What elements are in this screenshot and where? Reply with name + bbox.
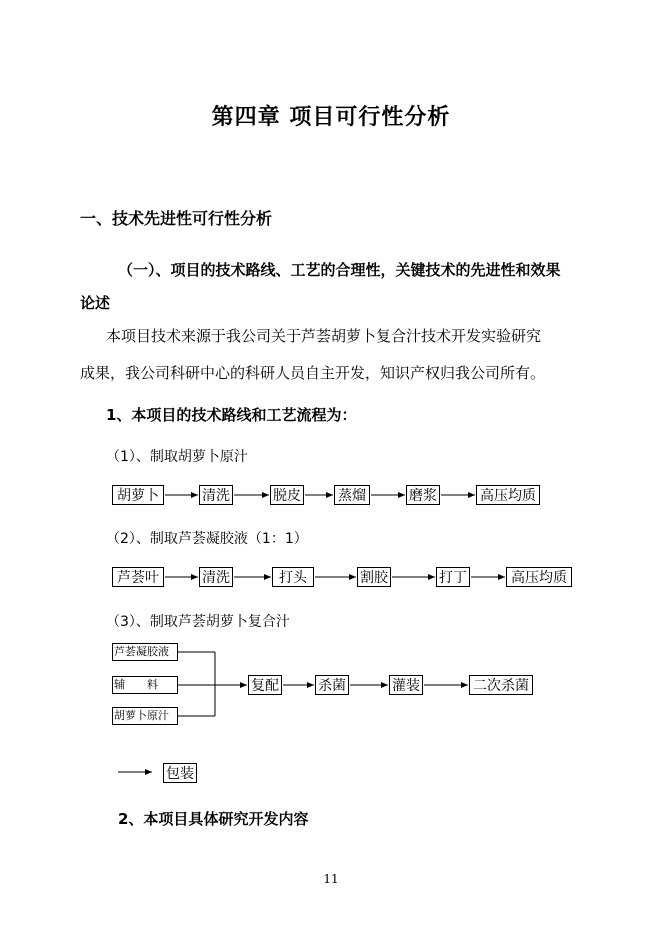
flow2-step-box: 打丁 [436,567,470,587]
flow1-step-box: 磨浆 [406,485,440,505]
flow1-step-box: 胡萝卜 [112,485,164,505]
flow1-step-box: 高压均质 [476,485,540,505]
flow2-step-box: 高压均质 [506,567,572,587]
flow2-step-box: 清洗 [199,567,233,587]
content-heading: 2、本项目具体研究开发内容 [118,810,309,828]
flow2-step-box: 割胶 [357,567,391,587]
route-heading: 1、本项目的技术路线和工艺流程为： [106,406,357,424]
flow2-step-box: 芦荟叶 [112,567,164,587]
chapter-title: 第四章 项目可行性分析 [211,104,451,130]
flow1-step-box: 清洗 [199,485,233,505]
flow1-step-box: 脱皮 [270,485,304,505]
section-heading: 一、技术先进性可行性分析 [80,209,273,228]
subsection-heading-line1: （一）、项目的技术路线、工艺的合理性，关键技术的先进性和效果 [118,261,561,279]
flow3-step-box: 杀菌 [315,675,349,695]
flow3-step-box: 复配 [248,675,282,695]
paragraph-line1: 本项目技术来源于我公司关于芦荟胡萝卜复合汁技术开发实验研究 [106,327,542,345]
flow3-input-box: 辅 料 [112,676,178,694]
flow2-step-box: 打头 [272,567,314,587]
flow3-final-box: 包装 [163,763,197,783]
flow3-label: （3）、制取芦荟胡萝卜复合汁 [106,614,290,630]
paragraph-line2: 成果，我公司科研中心的科研人员自主开发，知识产权归我公司所有。 [80,364,546,382]
flow3-step-box: 二次杀菌 [469,675,533,695]
flow1-label: （1）、制取胡萝卜原汁 [106,449,248,465]
subsection-heading-line2: 论述 [80,294,111,312]
flow3-input-box: 芦荟凝胶液 [112,643,178,661]
flow2-label: （2）、制取芦荟凝胶液（1：1） [106,531,308,547]
page-number: 11 [323,872,339,886]
flow3-step-box: 灌装 [389,675,423,695]
flow1-step-box: 蒸熘 [334,485,370,505]
flow3-input-box: 胡萝卜原汁 [112,707,178,725]
